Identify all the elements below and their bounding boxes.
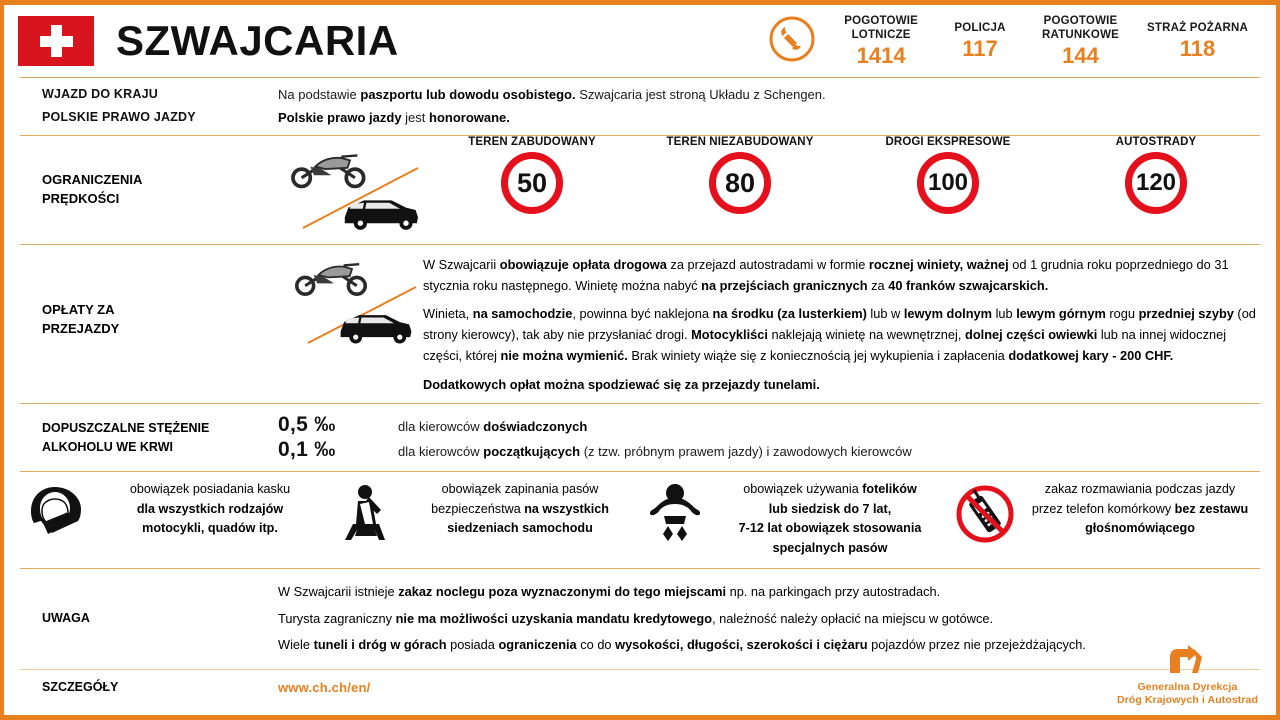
sign-caption: TEREN NIEZABUDOWANY <box>666 136 814 148</box>
alcohol-label-line2: ALKOHOLU WE KRWI <box>42 439 174 454</box>
tolls-paragraph-2 <box>423 304 1260 366</box>
entry-to-country-text <box>278 87 1260 102</box>
n1b: zakaz noclegu poza wyznaczonymi do tego miejscami <box>398 584 727 600</box>
no-phone-rule-text <box>1024 480 1256 539</box>
a1b: początkujących <box>483 444 581 460</box>
emergency-number: 117 <box>962 36 998 62</box>
t1a: W Szwajcarii <box>423 257 500 272</box>
emergency-label: POGOTOWIE <box>844 15 919 28</box>
t2b9: dodatkowej kary - 200 CHF. <box>1008 347 1174 363</box>
label-details: SZCZEGÓŁY <box>42 679 119 694</box>
child-seat-rule-text <box>714 480 946 558</box>
no-mobile-phone-icon <box>954 480 1016 544</box>
licence-bold-1: Polskie prawo jazdy <box>278 110 402 125</box>
speed-sign-expressways <box>844 136 1052 244</box>
t1b2: rocznej winiety, ważnej <box>868 257 1009 272</box>
safety-rule-helmet <box>20 480 330 539</box>
s0l2: dla wszystkich rodzajów <box>136 501 284 516</box>
n1a: W Szwajcarii istnieje <box>278 584 399 600</box>
alcohol-row-experienced <box>278 413 1260 437</box>
alcohol-limit-value: 0,1 ‰ <box>278 438 336 462</box>
page-title: SZWAJCARIA <box>116 17 399 64</box>
emergency-label-2: RATUNKOWE <box>1042 28 1119 41</box>
label-entry-to-country: WJAZD DO KRAJU <box>42 87 158 102</box>
speed-label-line1: OGRANICZENIA <box>42 172 143 188</box>
helmet-rule-text <box>94 480 326 539</box>
safety-rule-no-phone <box>950 480 1260 544</box>
phone-icon <box>768 15 816 68</box>
s1l3: siedzeniach samochodu <box>447 521 593 536</box>
seatbelt-rule-text <box>404 480 636 539</box>
vehicles-illustration-speed <box>278 136 428 244</box>
emergency-label: POLICJA <box>954 21 1006 34</box>
n3c: co do <box>576 636 616 652</box>
emergency-number: 1414 <box>856 42 906 68</box>
s2l1a: obowiązek używania <box>743 482 863 497</box>
n3a: Wiele <box>278 636 314 652</box>
speed-sign-value: 120 <box>1125 152 1187 214</box>
entry-text-part2: Szwajcaria jest stroną Układu z Schengen. <box>575 87 826 102</box>
emergency-item-police <box>932 22 1028 60</box>
n3b1: tuneli i dróg w górach <box>313 636 447 652</box>
notice-text <box>278 575 1260 661</box>
label-polish-licence: POLSKIE PRAWO JAZDY <box>42 110 196 125</box>
emergency-item-ambulance <box>1028 15 1133 66</box>
swiss-flag-icon <box>18 16 94 66</box>
emergency-label-2: LOTNICZE <box>851 28 911 41</box>
polish-licence-text <box>278 110 1260 125</box>
emergency-number: 144 <box>1062 42 1099 68</box>
header <box>4 5 1276 77</box>
speed-sign-value: 100 <box>917 152 979 214</box>
section-blood-alcohol <box>4 404 1276 471</box>
t2b6: Motocykliści <box>691 327 768 343</box>
a1a: dla kierowców <box>398 444 484 460</box>
s2l4: specjalnych pasów <box>772 540 888 555</box>
speed-sign-motorways <box>1052 136 1260 244</box>
vehicles-illustration-tolls <box>278 245 423 395</box>
a1c: (z tzw. próbnym prawem jazdy) i zawodowych kierowców <box>580 444 912 460</box>
label-speed-limits <box>20 136 278 244</box>
n2b: nie ma możliwości uzyskania mandatu kredytowego <box>395 610 713 626</box>
s1l2b: na wszystkich <box>524 501 609 516</box>
alcohol-limit-desc <box>398 419 587 434</box>
n3b2: ograniczenia <box>498 636 577 652</box>
licence-bold-2: honorowane. <box>429 110 510 125</box>
n1c: np. na parkingach przy autostradach. <box>726 584 941 600</box>
logo-line-2: Dróg Krajowych i Autostrad <box>1116 693 1258 706</box>
t2b: , powinna być naklejona <box>572 306 713 322</box>
tolls-paragraph-1 <box>423 255 1260 296</box>
sign-caption: AUTOSTRADY <box>1115 136 1197 148</box>
notice-paragraph-2 <box>278 609 1260 628</box>
tolls-text <box>423 245 1260 395</box>
n2a: Turysta zagraniczny <box>278 610 396 626</box>
safety-rule-seatbelt <box>330 480 640 542</box>
entry-text-part1: Na podstawie <box>278 87 361 102</box>
gddkia-arrow-logo-icon <box>1164 645 1210 675</box>
s3l1: zakaz rozmawiania podczas jazdy <box>1044 482 1236 497</box>
t2a: Winieta, <box>423 306 473 322</box>
a0a: dla kierowców <box>398 419 484 435</box>
details-url-link[interactable]: www.ch.ch/en/ <box>278 679 371 695</box>
alcohol-values <box>278 412 1260 463</box>
t2b5: przedniej szyby <box>1138 306 1234 322</box>
t2b2: na środku (za lusterkiem) <box>712 306 867 322</box>
row-polish-licence <box>4 106 1276 129</box>
t1d: od 1 grudnia roku poprzedniego do 31 stycznia roku następnego. Winietę można nabyć <box>423 257 1229 293</box>
emergency-item-fire <box>1133 22 1262 60</box>
safety-rule-child-seat <box>640 480 950 558</box>
t2i: Brak winiety wiąże się z koniecznością jej wykupienia i zapłacenia <box>627 347 1009 363</box>
label-tolls <box>20 245 278 395</box>
emergency-label: STRAŻ POŻARNA <box>1147 21 1248 34</box>
alcohol-limit-value: 0,5 ‰ <box>278 413 336 437</box>
t2e: rogu <box>1105 306 1139 322</box>
emergency-number: 118 <box>1179 36 1216 62</box>
t1b1: obowiązuje opłata drogowa <box>499 257 667 272</box>
t2h: lub na innej widocznej części, której <box>423 327 1227 363</box>
a0b: doświadczonych <box>483 419 588 435</box>
emergency-item-air-rescue <box>830 15 932 66</box>
s3l3: głośnomówiącego <box>1085 521 1195 536</box>
alcohol-row-novice <box>278 438 1260 462</box>
tolls-paragraph-3 <box>423 375 1260 396</box>
emergency-numbers <box>768 15 1276 68</box>
t2b3: lewym dolnym <box>903 306 993 322</box>
n3b3: wysokości, długości, szerokości i ciężaru <box>615 636 868 652</box>
alcohol-label-line1: DOPUSZCZALNE STĘŻENIE <box>42 421 210 436</box>
s3l2b: bez zestawu <box>1174 501 1249 516</box>
t2b4: lewym górnym <box>1016 306 1106 322</box>
t2b8: nie można wymienić. <box>500 347 628 363</box>
t1e: za <box>867 277 889 293</box>
t2b7: dolnej części owiewki <box>965 327 1098 343</box>
speed-sign-value: 80 <box>709 152 771 214</box>
s0l1: obowiązek posiadania kasku <box>129 482 291 497</box>
tolls-label-line1: OPŁATY ZA <box>42 302 115 318</box>
t2f: (od strony kierowcy), tak aby nie przysłaniać drogi. <box>423 306 1256 343</box>
t1c: za przejazd autostradami w formie <box>666 257 869 272</box>
section-tolls <box>4 245 1276 395</box>
sign-caption: DROGI EKSPRESOWE <box>885 136 1011 148</box>
label-notice: UWAGA <box>42 611 90 626</box>
n2c: , należność należy opłacić na miejscu w gotówce. <box>712 610 994 626</box>
logo-line-1: Generalna Dyrekcja <box>1137 680 1238 693</box>
speed-limit-signs <box>428 136 1260 244</box>
emergency-label: POGOTOWIE <box>1043 15 1118 28</box>
n3b: posiada <box>446 636 499 652</box>
n3d: pojazdów przez nie przejeżdżających. <box>867 636 1086 652</box>
tolls-label-line2: PRZEJAZDY <box>42 321 120 337</box>
notice-paragraph-1 <box>278 582 1260 601</box>
t2b1: na samochodzie <box>472 306 573 322</box>
s2l1b: fotelików <box>862 482 917 497</box>
section-details <box>4 670 1276 695</box>
label-blood-alcohol <box>20 419 278 457</box>
speed-sign-built-up-area <box>428 136 636 244</box>
speed-label-line2: PRĘDKOŚCI <box>42 191 120 206</box>
s1l1: obowiązek zapinania pasów <box>441 482 599 497</box>
speed-sign-non-built-up-area <box>636 136 844 244</box>
t2c: lub w <box>866 306 904 322</box>
notice-paragraph-3 <box>278 635 1260 654</box>
entry-text-bold: paszportu lub dowodu osobistego. <box>360 87 576 102</box>
s2l2: lub siedzisk do 7 lat, <box>768 501 892 516</box>
speed-sign-value: 50 <box>501 152 563 214</box>
t1b4: 40 franków szwajcarskich. <box>888 277 1049 293</box>
section-safety-rules <box>4 472 1276 568</box>
licence-mid: jest <box>401 110 430 125</box>
row-entry-to-country <box>4 83 1276 106</box>
t1b3: na przejściach granicznych <box>701 277 868 293</box>
s1l2a: bezpieczeństwa <box>431 501 525 516</box>
child-seat-icon <box>644 480 706 542</box>
section-speed-limits <box>4 136 1276 244</box>
alcohol-limit-desc <box>398 444 912 459</box>
t2g: naklejają winietę na wewnętrznej, <box>767 327 965 343</box>
t2d: lub <box>992 306 1017 322</box>
t3: Dodatkowych opłat można spodziewać się za przejazdy tunelami. <box>423 376 820 392</box>
seatbelt-icon <box>334 480 396 542</box>
s3l2a: przez telefon komórkowy <box>1031 501 1175 516</box>
helmet-icon <box>24 480 86 538</box>
sign-caption: TEREN ZABUDOWANY <box>468 136 596 148</box>
s0l3: motocykli, quadów itp. <box>142 521 278 536</box>
section-notice <box>4 569 1276 669</box>
gddkia-logo <box>1117 645 1258 707</box>
s2l3: 7-12 lat obowiązek stosowania <box>738 521 922 536</box>
